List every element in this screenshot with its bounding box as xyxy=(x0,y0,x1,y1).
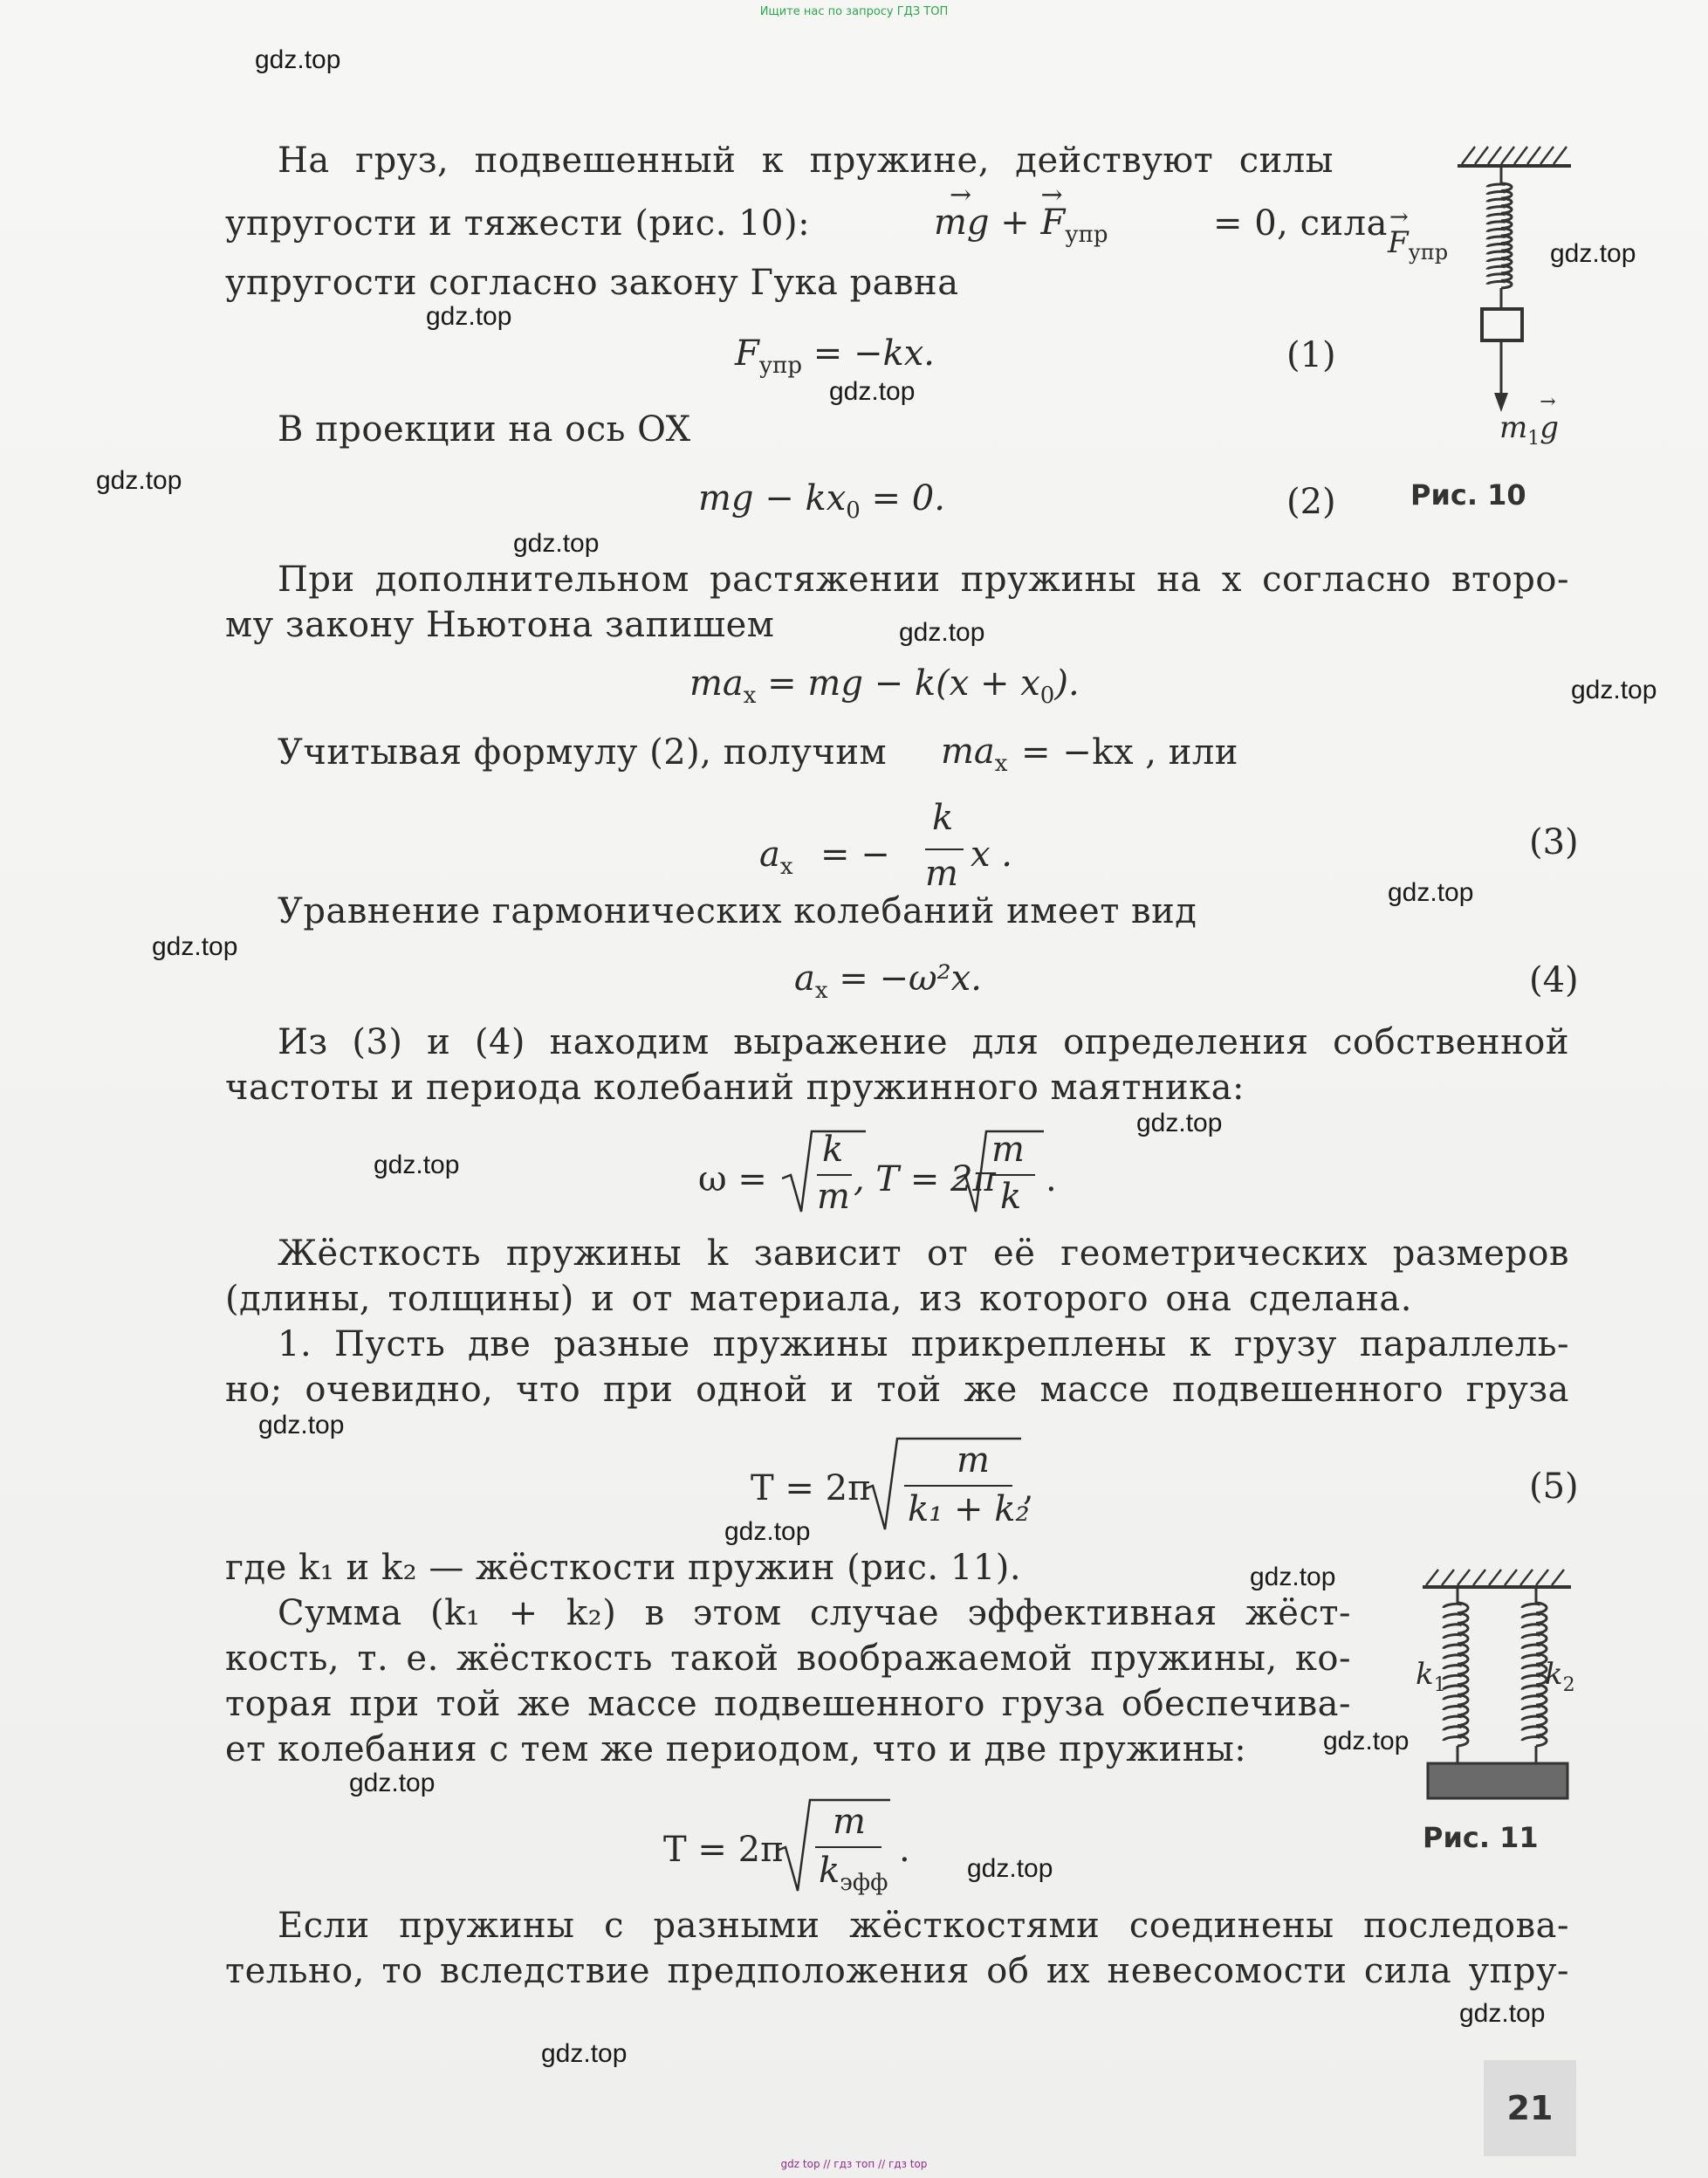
paragraph-line: На груз, подвешенный к пружине, действуют силы xyxy=(278,141,1334,181)
watermark: gdz.top xyxy=(829,377,916,406)
paragraph-line: 1. Пусть две разные пружины прикреплены к грузу параллель- xyxy=(278,1324,1569,1364)
equation-number: (1) xyxy=(1286,335,1336,375)
paragraph-line: Сумма (k₁ + k₂) в этом случае эффективная жёст- xyxy=(278,1593,1351,1633)
paragraph-line: где k₁ и k₂ — жёсткости пружин (рис. 11). xyxy=(225,1548,1022,1588)
paragraph-line: кость, т. е. жёсткость такой воображаемой пружины, ко- xyxy=(225,1639,1351,1679)
figure-caption: Рис. 10 xyxy=(1410,478,1526,512)
paragraph-line: частоты и периода колебаний пружинного маятника: xyxy=(225,1068,1245,1108)
paragraph-line: = 0, сила xyxy=(1213,203,1388,244)
watermark: gdz.top xyxy=(1388,878,1474,907)
equation-5: T = 2π m k₁ + k₂ , xyxy=(751,1440,1034,1529)
watermark: gdz.top xyxy=(1323,1727,1410,1755)
figure-caption: Рис. 11 xyxy=(1423,1821,1539,1854)
equation-4: $a_x = -\omega^2x$. xyxy=(794,958,982,1004)
top-note: Ищите нас по запросу ГДЗ ТОП xyxy=(759,5,949,18)
watermark: gdz.top xyxy=(899,618,985,647)
watermark: gdz.top xyxy=(374,1151,460,1179)
paragraph-line: тельно, то вследствие предположения об их невесомости сила упру- xyxy=(225,1951,1569,1991)
watermark: gdz.top xyxy=(1136,1109,1223,1137)
watermark: gdz.top xyxy=(1459,1999,1546,2028)
paragraph-line: Учитывая формулу (2), получим xyxy=(278,732,888,773)
paragraph-line: (длины, толщины) и от материала, из которого она сделана. xyxy=(225,1279,1412,1319)
watermark: gdz.top xyxy=(426,302,512,331)
equation-number: (5) xyxy=(1529,1467,1579,1507)
watermark: gdz.top xyxy=(541,2039,628,2068)
watermark: gdz.top xyxy=(258,1411,345,1439)
k1-label: $k_1$ xyxy=(1416,1657,1446,1696)
paragraph-line: Жёсткость пружины k зависит от её геометрических размеров xyxy=(278,1233,1569,1274)
watermark: gdz.top xyxy=(255,45,341,74)
paragraph-line: торая при той же массе подвешенного груза обеспечива- xyxy=(225,1684,1351,1724)
textbook-page: Ищите нас по запросу ГДЗ ТОП На груз, подвешенный к пружине, действуют силы упругости и тяжести (рис. 10): → mg + → $F_{упр}$ = 0, сила упругости согласно закону Гука равна $F_{упр} = -kx$. (1) В проекции на ось OX mg − $kx_0 = 0$. (2) → $F_{упр}$ $m_1$ → g Рис. 10 При дополнительном растяжении пружины на x согласно второ- му закону Ньютона запишем $ma_x$ = mg − $k(x + x_0)$. Учитывая формулу (2), получим $ma_x$ = −kx , или $a_x$ = − k m x . (3) Уравнение гармонических колебаний имеет вид $a_x = -\omega^2x$. (4) Из (3) и (4) находим выражение для определения собственной частоты и периода колебаний пружинного маятника: ω = k m , T = 2π m k . Жёсткость пружины k зависит от её геометрических размеров (длины, толщины) и от материала, из которого она сделана. 1. Пусть две разные пружины прикреплены к грузу параллель- но; очевидно, что при одной и той же массе подвешенного груза T = 2π m k₁ + k₂ , (5) где k₁ и k₂ — жёсткости пружин (рис. 11). Сумма (k₁ + k₂) в этом случае эффективная жёст- кость, т. е. жёсткость такой воображаемой пружины, ко- торая при той же массе подвешенного груза обеспечива- ет колебания с тем же периодом, что и две пружины: $k_1$ $k_2$ Рис. 11 T = 2π m $k_{эфф}$ . Если пружины с разными жёсткостями соединены последова- тельно, то вследствие предположения об их невесомости сила упру- 21 gdz.top gdz.top gdz.top gdz.top gdz.top gdz.top gdz.top gdz.top gdz.top gdz.top gdz.top gdz.top gdz.top gdz.top gdz.top gdz.top gdz.top gdz.top gdz.top gdz.top gdz top // гдз топ // гдз top xyxy=(0,0,1708,2178)
watermark: gdz.top xyxy=(1250,1563,1336,1591)
paragraph-line: = −kx , или xyxy=(1021,732,1238,773)
watermark: gdz.top xyxy=(1550,239,1636,268)
k2-label: $k_2$ xyxy=(1545,1657,1575,1696)
page-number: 21 xyxy=(1484,2060,1576,2156)
watermark: gdz.top xyxy=(967,1854,1053,1883)
paragraph-line: При дополнительном растяжении пружины на x согласно второ- xyxy=(278,560,1569,600)
equation-number: (4) xyxy=(1529,960,1579,1000)
paragraph-line: упругости согласно закону Гука равна xyxy=(225,263,959,303)
paragraph-line: Уравнение гармонических колебаний имеет вид xyxy=(278,891,1197,931)
force-label: → $F_{упр}$ xyxy=(1388,204,1449,265)
formula-vector-sum: → mg + → $F_{упр}$ xyxy=(934,180,1108,248)
watermark: gdz.top xyxy=(152,932,238,961)
watermark: gdz.top xyxy=(513,529,600,558)
paragraph-line: му закону Ньютона запишем xyxy=(225,605,775,645)
equation-1: $F_{упр} = -kx$. xyxy=(735,333,936,379)
effective-stiffness-formula: T = 2π m $k_{эфф}$ . xyxy=(663,1802,910,1896)
paragraph-line: Из (3) и (4) находим выражение для определения собственной xyxy=(278,1022,1569,1062)
frequency-period-formula: ω = k m , T = 2π m k . xyxy=(698,1130,1057,1217)
watermark: gdz.top xyxy=(724,1517,811,1546)
inline-formula: $ma_x$ xyxy=(941,732,1008,777)
paragraph-line: Если пружины с разными жёсткостями соединены последова- xyxy=(278,1906,1569,1946)
equation-number: (3) xyxy=(1529,822,1579,862)
equation-2: mg − $kx_0 = 0$. xyxy=(698,478,945,524)
spring-figure-10 xyxy=(1388,131,1588,454)
weight-label: $m_1$ → g xyxy=(1499,391,1560,450)
watermark: gdz.top xyxy=(1571,676,1657,704)
equation-number: (2) xyxy=(1286,482,1336,522)
bottom-note: gdz top // гдз топ // гдз top xyxy=(780,2158,928,2170)
watermark: gdz.top xyxy=(96,466,182,495)
paragraph-line: В проекции на ось OX xyxy=(278,409,691,450)
newton-equation: $ma_x$ = mg − $k(x + x_0)$. xyxy=(689,663,1080,709)
paragraph-line: но; очевидно, что при одной и той же массе подвешенного груза xyxy=(225,1370,1569,1410)
watermark: gdz.top xyxy=(349,1769,436,1797)
paragraph-line: ет колебания с тем же периодом, что и две пружины: xyxy=(225,1729,1247,1769)
paragraph-line: упругости и тяжести (рис. 10): xyxy=(225,203,811,244)
